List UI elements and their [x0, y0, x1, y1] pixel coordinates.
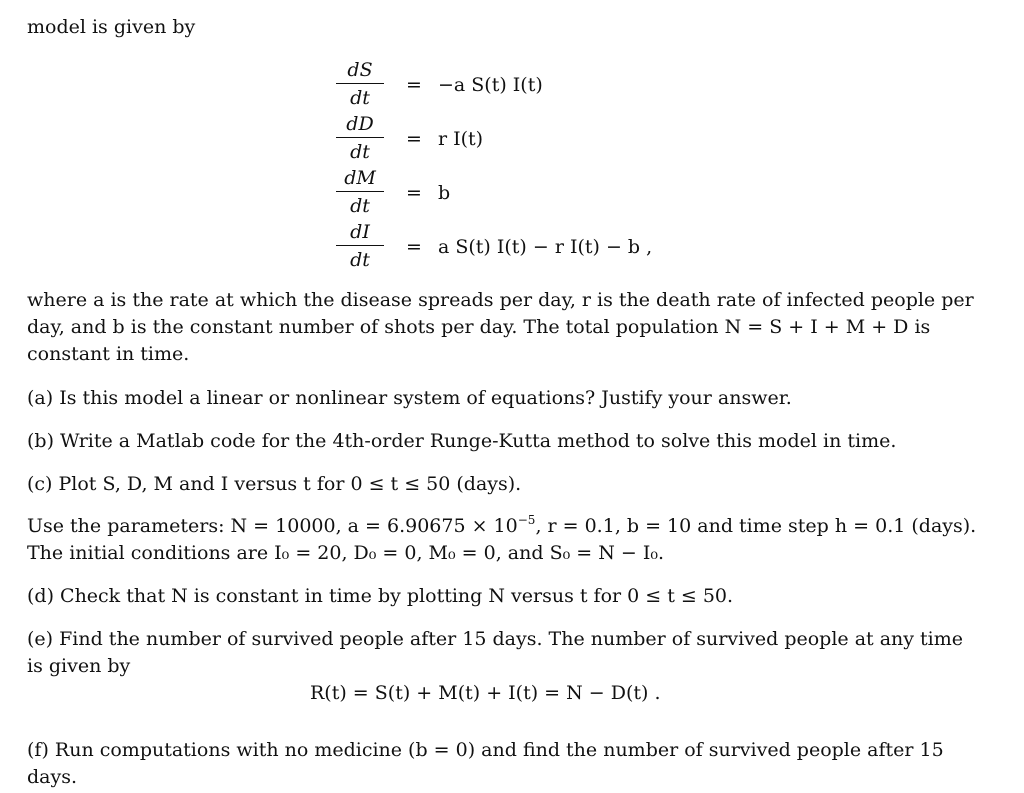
denominator: dt: [350, 87, 370, 109]
numerator: dS: [347, 59, 373, 81]
fraction-bar: [336, 137, 384, 138]
question-c: (c) Plot S, D, M and I versus t for 0 ≤ t ≤ 50 (days).: [27, 473, 522, 495]
equation-rhs: r I(t): [438, 128, 484, 150]
parameters-line: [27, 513, 977, 540]
numerator: dM: [344, 167, 376, 189]
equals-sign: =: [406, 74, 422, 96]
derivative-fraction: [330, 112, 390, 164]
equals-sign: =: [406, 236, 422, 258]
intro-text: model is given by: [27, 16, 196, 38]
parameters-text-continued: , r = 0.1, b = 10 and time step h = 0.1 (days).: [535, 515, 977, 537]
equals-sign: =: [406, 182, 422, 204]
equation-rhs: −a S(t) I(t): [438, 74, 543, 96]
equation-rhs: b: [438, 182, 451, 204]
question-d: (d) Check that N is constant in time by plotting N versus t for 0 ≤ t ≤ 50.: [27, 585, 734, 607]
denominator: dt: [350, 141, 370, 163]
initial-conditions-line: The initial conditions are I₀ = 20, D₀ = 0, M₀ = 0, and S₀ = N − I₀.: [27, 542, 664, 564]
survival-equation: R(t) = S(t) + M(t) + I(t) = N − D(t) .: [310, 682, 661, 704]
equals-sign: =: [406, 128, 422, 150]
numerator: dI: [350, 221, 370, 243]
derivative-fraction: [330, 58, 390, 110]
question-a: (a) Is this model a linear or nonlinear system of equations? Justify your answer.: [27, 387, 792, 409]
fraction-bar: [336, 191, 384, 192]
model-description-paragraph: where a is the rate at which the disease spreads per day, r is the death rate of infected people per day, and b is the constant number of shots per day. The total population N = S + I + M + D is constant in time.: [27, 289, 974, 365]
derivative-fraction: [330, 166, 390, 218]
parameters-paragraph: [27, 513, 977, 567]
question-e: (e) Find the number of survived people after 15 days. The number of survived people at any time is given by: [27, 628, 964, 677]
question-b: (b) Write a Matlab code for the 4th-order Runge-Kutta method to solve this model in time.: [27, 430, 897, 452]
derivative-fraction: [330, 220, 390, 272]
denominator: dt: [350, 249, 370, 271]
parameters-text: Use the parameters: N = 10000, a = 6.90675 × 10: [27, 515, 518, 537]
question-f: (f) Run computations with no medicine (b = 0) and find the number of survived people after 15 days.: [27, 739, 944, 788]
fraction-bar: [336, 83, 384, 84]
fraction-bar: [336, 245, 384, 246]
equation-rhs: a S(t) I(t) − r I(t) − b ,: [438, 236, 653, 258]
denominator: dt: [350, 195, 370, 217]
exponent: −5: [517, 513, 536, 527]
numerator: dD: [346, 113, 374, 135]
